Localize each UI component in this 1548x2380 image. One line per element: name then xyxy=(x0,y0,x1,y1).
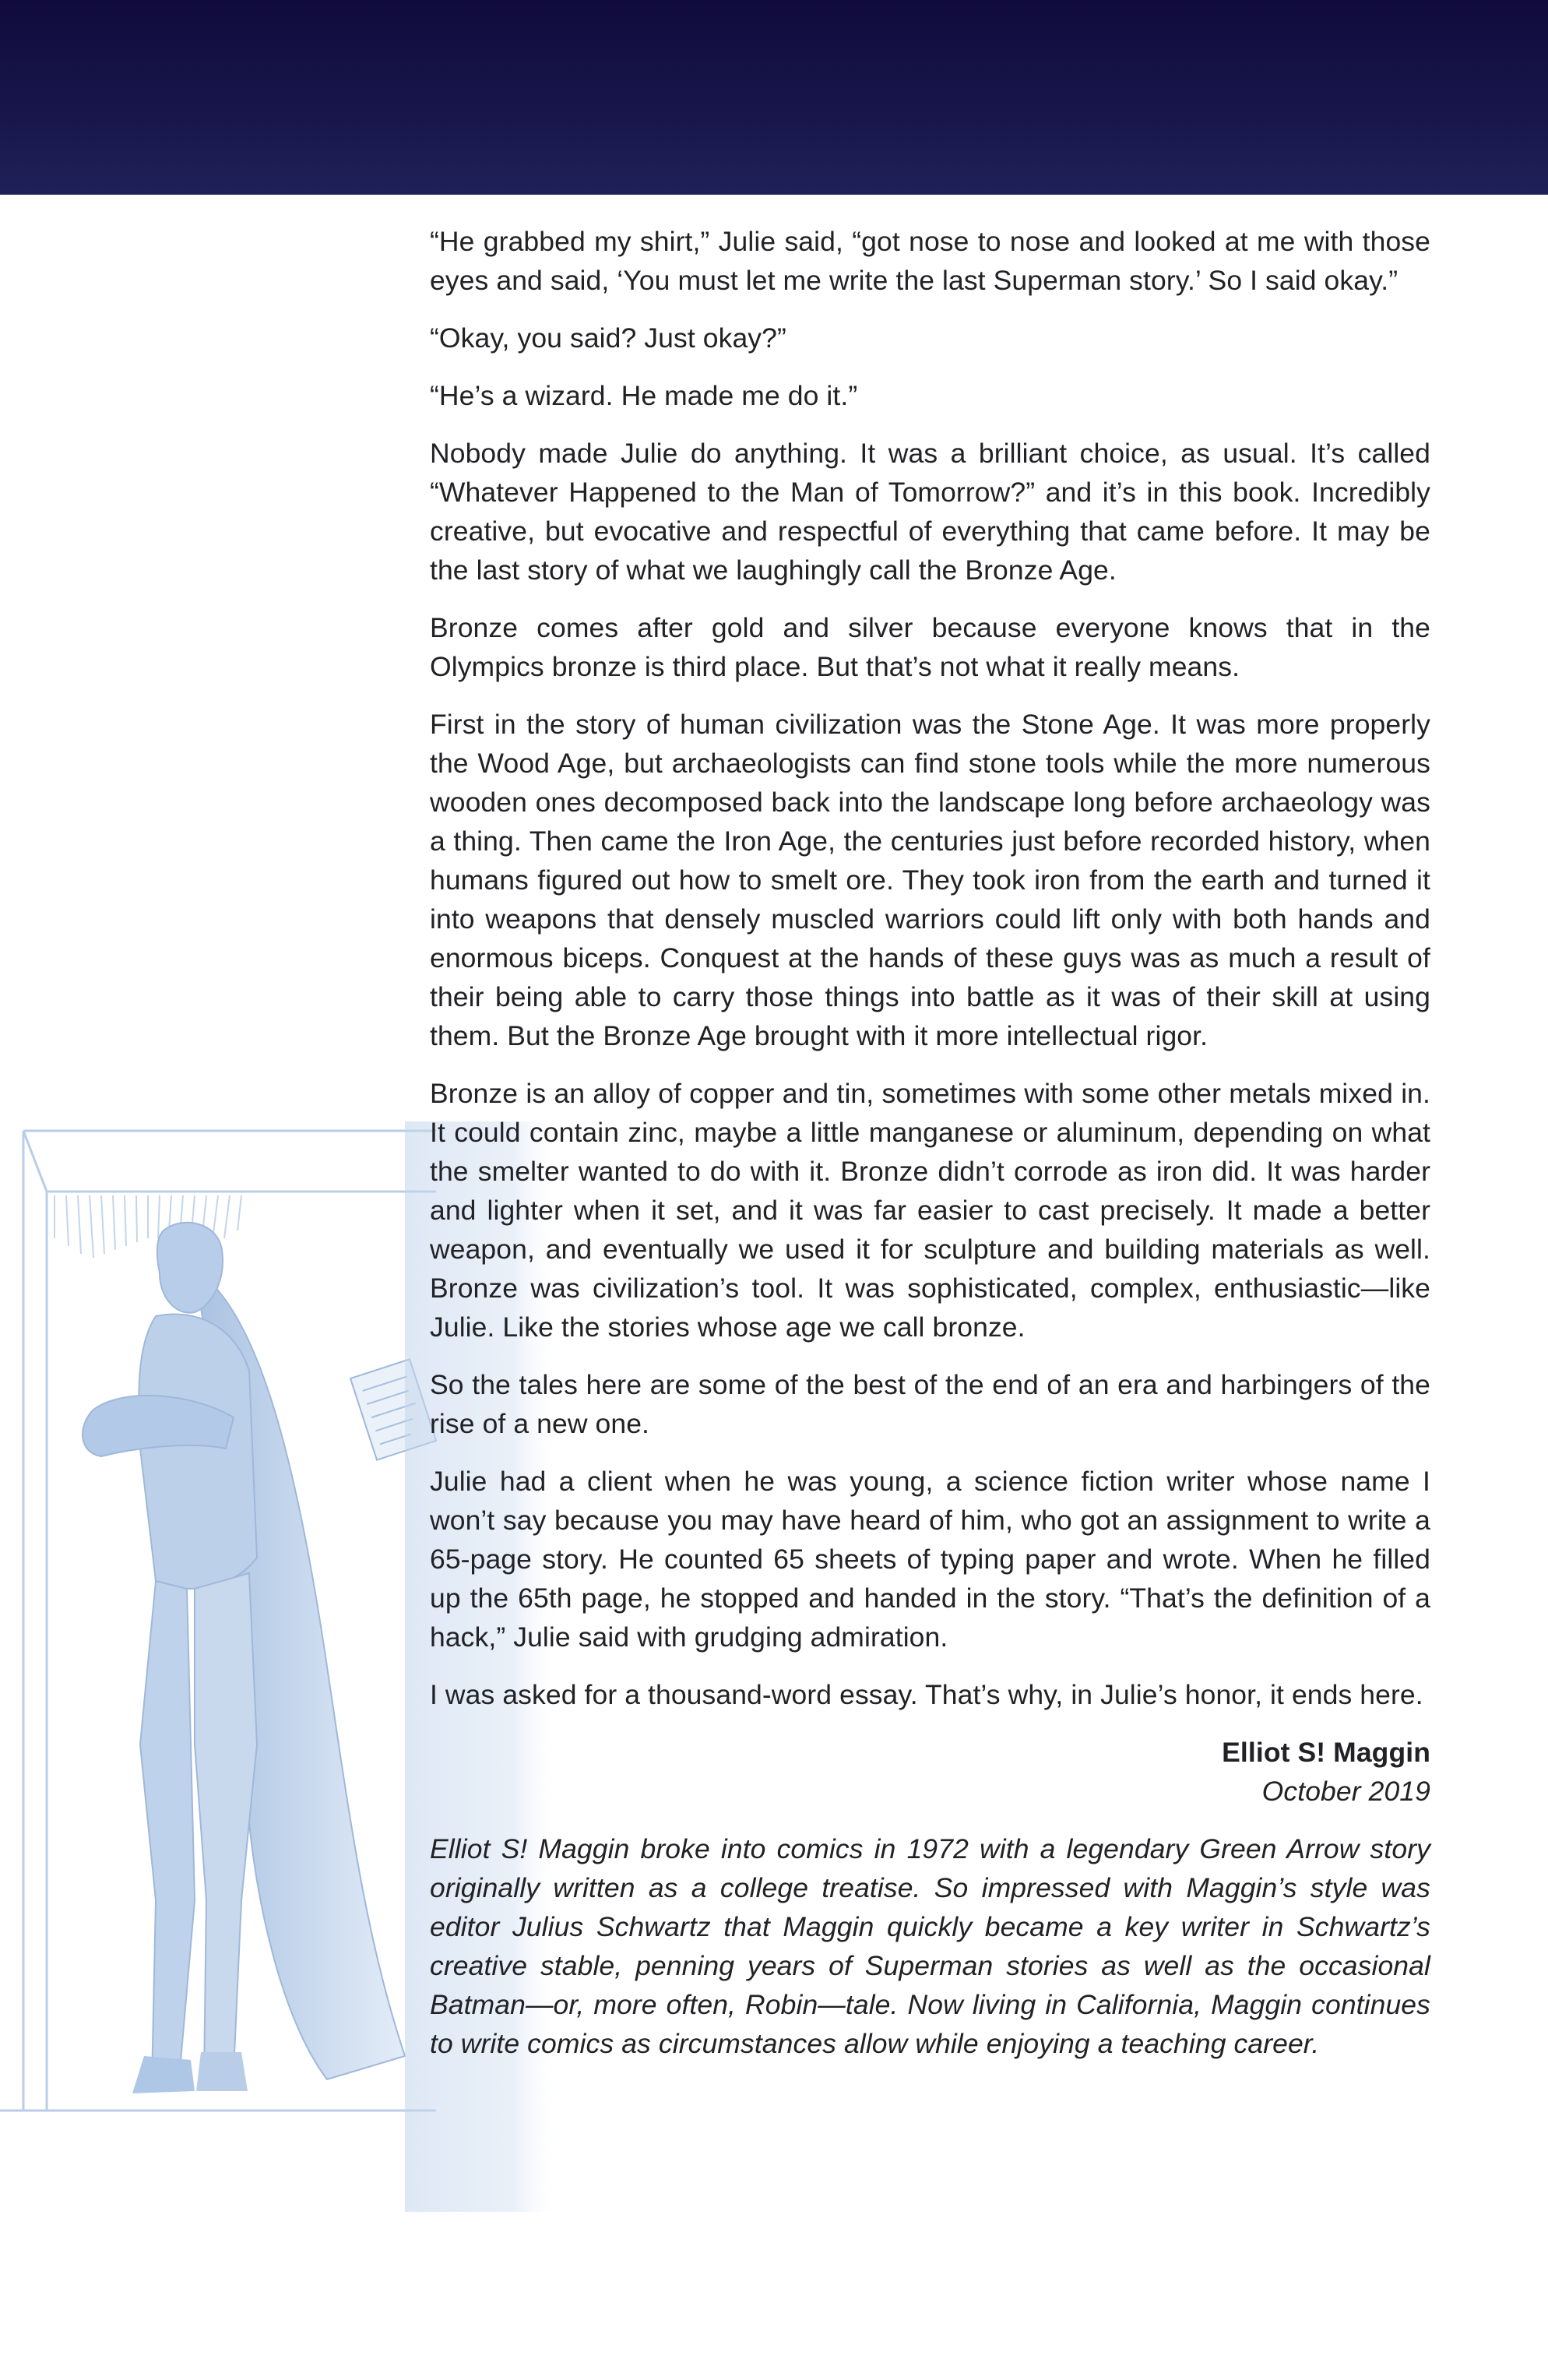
paragraph: Bronze comes after gold and silver because everyone knows that in the Olympics bronze is third place. But that’s not what it really means. xyxy=(430,612,1430,682)
signature-block xyxy=(430,1733,1430,1811)
author-name: Elliot S! Maggin xyxy=(1222,1737,1430,1768)
superman-figure xyxy=(83,1223,405,2093)
paragraph: Bronze is an alloy of copper and tin, sometimes with some other metals mixed in. It could contain zinc, maybe a little manganese or aluminum, depending on what the smelter wanted to do with it. Bronze didn’t corrode as iron did. It was harder and lighter when it set, and it was far easier to cast precisely. It made a better weapon, and eventually we used it for sculpture and building materials as well. Bronze was civilization’s tool. It was sophisticated, complex, enthusiastic—like Julie. Like the stories whose age we call bronze. xyxy=(430,1078,1430,1343)
article-body xyxy=(430,222,1430,2082)
top-banner xyxy=(0,0,1548,195)
paragraph: First in the story of human civilization was the Stone Age. It was more properly the Wood Age, but archaeologists can find stone tools while the more numerous wooden ones decomposed back into the landscape long before archaeology was a thing. Then came the Iron Age, the centuries just before recorded history, when humans figured out how to smelt ore. They took iron from the earth and turned it into weapons that densely muscled warriors could lift only with both hands and enormous biceps. Conquest at the hands of these guys was as much a result of their being able to carry those things into battle as it was of their skill at using them. But the Bronze Age brought with it more intellectual rigor. xyxy=(430,709,1430,1051)
paragraph: Julie had a client when he was young, a science fiction writer whose name I won’t say because you may have heard of him, who got an assignment to write a 65-page story. He counted 65 sheets of typing paper and wrote. When he filled up the 65th page, he stopped and handed in the story. “That’s the definition of a hack,” Julie said with grudging admiration. xyxy=(430,1466,1430,1653)
paragraph: “He grabbed my shirt,” Julie said, “got nose to nose and looked at me with those eyes and said, ‘You must let me write the last Superman story.’ So I said okay.” xyxy=(430,226,1430,296)
paragraph: So the tales here are some of the best of the end of an era and harbingers of the rise of a new one. xyxy=(430,1369,1430,1439)
paragraph: “Okay, you said? Just okay?” xyxy=(430,322,786,354)
paragraph: Nobody made Julie do anything. It was a brilliant choice, as usual. It’s called “Whatever Happened to the Man of Tomorrow?” and it’s in this book. Incredibly creative, but evocative and respectful of everything that came before. It may be the last story of what we laughingly call the Bronze Age. xyxy=(430,438,1430,586)
signature-date: October 2019 xyxy=(1261,1776,1430,1807)
paragraph: I was asked for a thousand-word essay. That’s why, in Julie’s honor, it ends here. xyxy=(430,1679,1423,1710)
author-bio: Elliot S! Maggin broke into comics in 1972 with a legendary Green Arrow story originally written as a college treatise. So impressed with Maggin’s style was editor Julius Schwartz that Maggin quickly became a key writer in Schwartz’s creative stable, penning years of Superman stories as well as the occasional Batman—or, more often, Robin—tale. Now living in California, Maggin continues to write comics as circumstances allow while enjoying a teaching career. xyxy=(430,1833,1430,2059)
paragraph: “He’s a wizard. He made me do it.” xyxy=(430,380,858,411)
